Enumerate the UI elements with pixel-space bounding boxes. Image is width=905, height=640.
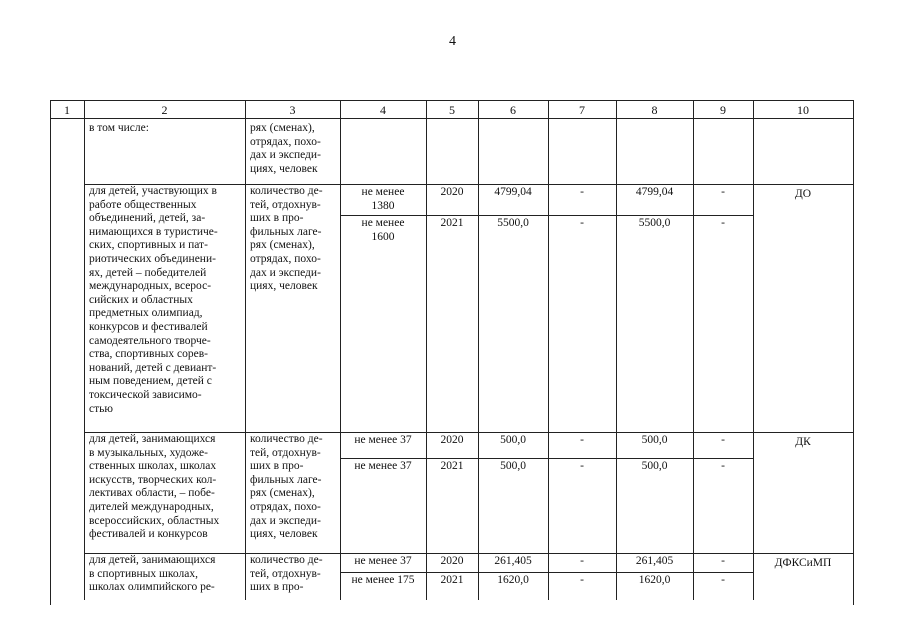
row1-a-col7: - — [580, 186, 584, 198]
row2-a-col6: 500,0 — [500, 434, 526, 446]
row1-col2-line-3: объединений, детей, за- — [89, 212, 206, 225]
row1-col2-line-2: работе общественных — [89, 198, 197, 211]
subrow-separator-1 — [340, 215, 754, 216]
row0-col3-line-4: циях, человек — [250, 162, 318, 175]
row2-col3-line-7: дах и экспеди- — [250, 514, 321, 527]
row1-col2-line-13: ства, спортивных сорев- — [89, 348, 208, 361]
header-cell-1: 1 — [64, 103, 70, 117]
row1-col2-line-14: нований, детей с девиант- — [89, 361, 217, 374]
column-border-7 — [616, 100, 617, 600]
row3-a-col4: не менее 37 — [354, 555, 412, 567]
row1-col2-line-16: токсической зависимо- — [89, 389, 202, 401]
header-cell-7: 7 — [579, 103, 585, 117]
row2-col10: ДК — [795, 436, 811, 448]
header-cell-4: 4 — [380, 103, 386, 117]
header-cell-3: 3 — [289, 103, 296, 117]
header-cell-2: 2 — [161, 103, 168, 117]
subrow-separator-2 — [340, 458, 754, 459]
column-border-4 — [426, 100, 427, 600]
row1-col2-line-9: сийских и областных — [89, 293, 193, 306]
column-border-8 — [693, 100, 694, 600]
row3-col2-line-1: для детей, занимающихся — [89, 554, 216, 566]
row1-a-col8: 4799,04 — [635, 186, 674, 198]
row1-b-col9: - — [721, 217, 725, 229]
row2-col2-line-8: фестивалей и конкурсов — [89, 528, 208, 541]
row2-a-col4: не менее 37 — [354, 434, 412, 446]
row2-col3-line-3: ших в про- — [250, 460, 304, 473]
row2-b-col9: - — [721, 460, 725, 472]
row3-col3-line-1: количество де- — [250, 554, 323, 566]
row1-col2-line-8: международных, всерос- — [89, 280, 212, 293]
row1-b-col4-line-2: 1600 — [371, 230, 395, 243]
row1-b-col7: - — [580, 217, 584, 229]
header-cell-5: 5 — [449, 103, 455, 117]
row3-b-col9: - — [721, 574, 725, 586]
row3-b-col7: - — [580, 574, 584, 586]
row1-col3-line-5: рях (сменах), — [250, 239, 315, 252]
row1-a-col5: 2020 — [440, 186, 464, 198]
row2-col2-line-7: всероссийских, областных — [89, 514, 220, 527]
row1-col3-line-8: циях, человек — [250, 280, 318, 293]
row2-col2-line-4: искусств, творческих кол- — [89, 473, 217, 486]
row2-a-col5: 2020 — [440, 434, 464, 446]
row1-col3-line-7: дах и экспеди- — [250, 266, 321, 279]
row3-a-col8: 261,405 — [635, 555, 674, 567]
row2-col2-line-3: ственных школах, школах — [89, 460, 217, 473]
row2-b-col7: - — [580, 460, 584, 472]
row3-b-col6: 1620,0 — [497, 574, 529, 586]
row0-col3-line-3: дах и экспеди- — [250, 149, 321, 162]
row1-col3-line-3: ших в про- — [250, 212, 304, 225]
row1-col2-line-6: риотических объединени- — [89, 253, 216, 265]
row3-a-col9: - — [721, 555, 725, 567]
row1-col10: ДО — [794, 188, 812, 200]
row1-col2-line-12: самодеятельного творче- — [89, 334, 211, 347]
column-border-0 — [50, 100, 51, 605]
row3-col10: ДФКСиМП — [774, 557, 832, 569]
row2-col3-line-4: фильных лаге- — [250, 473, 322, 486]
row2-col3-line-1: количество де- — [250, 433, 323, 445]
row2-b-col4: не менее 37 — [354, 460, 412, 472]
row3-a-col6: 261,405 — [494, 555, 532, 567]
column-border-6 — [548, 100, 549, 600]
row2-a-col8: 500,0 — [641, 434, 668, 446]
row1-a-col6: 4799,04 — [494, 186, 532, 198]
row1-col3-line-6: отрядах, похо- — [250, 253, 321, 265]
row1-col2-line-7: ях, детей – победителей — [89, 266, 207, 279]
row2-a-col9: - — [721, 434, 725, 446]
row3-col3-line-3: ших в про- — [250, 581, 304, 594]
row1-col2-line-15: ным поведением, детей с — [89, 375, 212, 388]
row2-b-col6: 500,0 — [500, 460, 526, 472]
row2-col2-line-2: в музыкальных, художе- — [89, 446, 208, 459]
row1-a-col4-line-2: 1380 — [371, 199, 395, 212]
column-border-1 — [84, 100, 85, 600]
row3-a-col7: - — [580, 555, 584, 567]
row1-b-col8: 5500,0 — [638, 217, 671, 229]
subrow-separator-3 — [340, 572, 754, 573]
row1-b-col4-line-1: не менее — [361, 217, 405, 229]
row3-col2-line-3: школах олимпийского ре- — [89, 581, 215, 594]
row1-col2-line-5: ских, спортивных и пат- — [89, 239, 208, 252]
row1-col2-line-1: для детей, участвующих в — [89, 185, 217, 197]
row2-b-col8: 500,0 — [641, 460, 668, 472]
row1-a-col4-line-1: не менее — [361, 186, 405, 198]
row3-b-col5: 2021 — [440, 574, 464, 586]
header-cell-10: 10 — [797, 103, 809, 117]
row1-col2-line-11: конкурсов и фестивалей — [89, 321, 208, 333]
row2-col2-line-6: дителей международных, — [89, 501, 214, 513]
row3-a-col5: 2020 — [440, 555, 464, 567]
row3-col3-line-2: тей, отдохнув- — [250, 567, 321, 580]
row2-col3-line-2: тей, отдохнув- — [250, 446, 321, 459]
row3-b-col8: 1620,0 — [638, 574, 671, 586]
row1-b-col6: 5500,0 — [497, 217, 529, 229]
column-border-5 — [478, 100, 479, 600]
page-number: 4 — [449, 34, 456, 49]
row3-b-col4: не менее 175 — [351, 574, 415, 586]
row1-col2-line-4: нимающихся в туристиче- — [89, 225, 218, 238]
row3-col2-line-2: в спортивных школах, — [89, 567, 198, 580]
header-bottom-border — [50, 118, 854, 119]
row2-col3-line-8: циях, человек — [250, 528, 318, 541]
header-cell-9: 9 — [720, 103, 726, 117]
row1-col2-line-10: предметных олимпиад, — [89, 307, 203, 320]
row2-a-col7: - — [580, 434, 584, 446]
header-cell-6: 6 — [510, 103, 516, 117]
row2-b-col5: 2021 — [440, 460, 464, 472]
column-border-10 — [853, 100, 854, 605]
row2-col2-line-1: для детей, занимающихся — [89, 433, 216, 445]
row1-col3-line-1: количество де- — [250, 185, 323, 197]
column-border-3 — [340, 100, 341, 600]
column-border-2 — [245, 100, 246, 600]
row1-col3-line-2: тей, отдохнув- — [250, 198, 321, 211]
row1-a-col9: - — [721, 186, 725, 198]
row0-col3-line-2: отрядах, похо- — [250, 135, 321, 148]
row2-col3-line-6: отрядах, похо- — [250, 501, 321, 513]
row0-col3-line-1: рях (сменах), — [250, 122, 315, 134]
row1-col3-line-4: фильных лаге- — [250, 225, 322, 238]
row1-col2-line-17: стью — [89, 402, 113, 415]
row2-col2-line-5: лективах области, – побе- — [89, 487, 215, 500]
row2-col3-line-5: рях (сменах), — [250, 487, 315, 500]
row0-col2-text: в том числе: — [89, 122, 149, 134]
row1-b-col5: 2021 — [440, 217, 464, 229]
table-top-border — [50, 100, 854, 101]
column-border-9 — [753, 100, 754, 600]
header-cell-8: 8 — [651, 103, 658, 117]
